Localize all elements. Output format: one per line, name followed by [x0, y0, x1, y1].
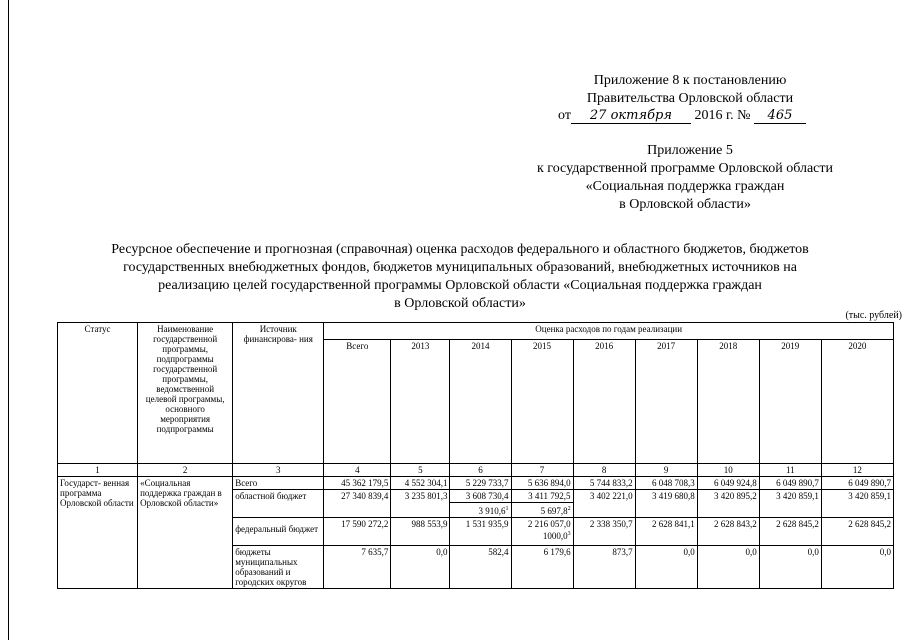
main-value: 3 608 730,4: [465, 491, 509, 501]
source-cell: бюджеты муниципальных образований и городских округов: [233, 546, 324, 589]
appendix8-line2: Правительства Орловской области: [586, 91, 794, 106]
title-line3: реализацию целей государственной программы Орловской области «Социальная поддержка граждан: [158, 278, 762, 293]
year-header: 2018: [697, 340, 759, 464]
column-number: 12: [821, 464, 893, 477]
sub-value: 1000,0$^3$: [542, 531, 571, 541]
value-cell: 1 531 935,9: [450, 518, 511, 546]
appendix5-line1: Приложение 5: [647, 143, 733, 158]
handwritten-date: 27 октября: [571, 108, 691, 124]
year-header: 2019: [759, 340, 821, 464]
header-row: [58, 323, 894, 340]
units-label: (тыс. рублей): [845, 310, 902, 321]
value-cell: 7 635,7: [324, 546, 391, 589]
title-line1: Ресурсное обеспечение и прогнозная (справочная) оценка расходов федерального и областного бюджетов, бюджетов: [111, 242, 809, 257]
year-header: 2017: [635, 340, 697, 464]
column-number: 3: [233, 464, 324, 477]
value-cell: 2 338 350,7: [573, 518, 635, 546]
year-header: 2014: [450, 340, 511, 464]
value-cell: 3 420 895,2: [697, 490, 759, 518]
appendix8-line1: Приложение 8 к постановлению: [593, 73, 787, 88]
table-row: [58, 477, 894, 490]
value-cell: 2 628 841,1: [635, 518, 697, 546]
year-header: 2016: [573, 340, 635, 464]
column-number: 11: [759, 464, 821, 477]
footnote-mark: 3: [567, 531, 571, 537]
column-number: 9: [635, 464, 697, 477]
column-number: 2: [138, 464, 233, 477]
value-cell: 2 628 845,2: [821, 518, 893, 546]
column-number: 4: [324, 464, 391, 477]
budget-table: [57, 322, 894, 589]
year-header: 2020: [821, 340, 893, 464]
column-number: 5: [391, 464, 450, 477]
value-cell: 17 590 272,2: [324, 518, 391, 546]
value-cell: 6 049 924,8: [697, 477, 759, 490]
header-source: Источник финансирова- ния: [233, 323, 324, 464]
value-cell: 45 362 179,5: [324, 477, 391, 490]
value-cell: 0,0: [635, 546, 697, 589]
column-number-row: [58, 464, 894, 477]
footnote-mark: 2: [567, 506, 571, 512]
value-cell: 0,0: [391, 546, 450, 589]
value-cell: 0,0: [821, 546, 893, 589]
value-cell: 6 179,6: [511, 546, 573, 589]
appendix5-line3: «Социальная поддержка граждан: [585, 179, 785, 194]
column-number: 7: [511, 464, 573, 477]
source-cell: Всего: [233, 477, 324, 490]
value-cell: 3 402 221,0: [573, 490, 635, 518]
status-cell: Государст- венная программа Орловской области: [58, 477, 138, 589]
value-cell: 2 628 843,2: [697, 518, 759, 546]
sub-value: 5 697,8$^2$: [512, 502, 573, 516]
value-cell: 3 235 801,3: [391, 490, 450, 518]
value-cell: 3 420 859,1: [759, 490, 821, 518]
document-title: [60, 241, 860, 313]
value-cell: 3 420 859,1: [821, 490, 893, 518]
title-line4: в Орловской области»: [394, 296, 526, 311]
date-year: 2016 г. №: [694, 108, 751, 123]
header-status: Статус: [58, 323, 138, 464]
source-cell: областной бюджет: [233, 490, 324, 518]
appendix8-date-line: [558, 107, 818, 125]
value-cell: 582,4: [450, 546, 511, 589]
value-cell: 6 049 890,7: [759, 477, 821, 490]
value-cell: 6 048 708,3: [635, 477, 697, 490]
year-header: Всего: [324, 340, 391, 464]
value-cell: 2 628 845,2: [759, 518, 821, 546]
value-cell: 4 552 304,1: [391, 477, 450, 490]
year-header: 2013: [391, 340, 450, 464]
value-cell: [450, 490, 511, 518]
source-cell: федеральный бюджет: [233, 518, 324, 546]
appendix5-line4: в Орловской области»: [619, 197, 751, 212]
column-number: 8: [573, 464, 635, 477]
date-prefix: от: [558, 108, 571, 123]
program-name-cell: «Социальная поддержка граждан в Орловской области»: [138, 477, 233, 589]
value-cell: 988 553,9: [391, 518, 450, 546]
appendix5-line2: к государственной программе Орловской области: [537, 161, 833, 176]
sub-value: 3 910,6$^1$: [450, 502, 510, 516]
value-cell: 5 744 833,2: [573, 477, 635, 490]
value-cell: 0,0: [697, 546, 759, 589]
value-cell: 5 229 733,7: [450, 477, 511, 490]
column-number: 10: [697, 464, 759, 477]
value-cell: 0,0: [759, 546, 821, 589]
value-cell: 873,7: [573, 546, 635, 589]
main-value: 3 411 792,5: [528, 491, 571, 501]
value-cell: 3 419 680,8: [635, 490, 697, 518]
value-cell: 6 049 890,7: [821, 477, 893, 490]
value-cell: [511, 518, 573, 546]
value-cell: 5 636 894,0: [511, 477, 573, 490]
main-value: 2 216 057,0: [527, 519, 571, 529]
left-margin-rule: [8, 0, 9, 640]
value-cell: [511, 490, 573, 518]
year-header: 2015: [511, 340, 573, 464]
handwritten-number: 465: [754, 108, 806, 124]
header-estimate: Оценка расходов по годам реализации: [324, 323, 894, 340]
header-name: Наименование государственной программы, подпрограммы государственной программы, ведомственной целевой программы, основного мероприятия подпрограммы: [138, 323, 233, 464]
value-cell: 27 340 839,4: [324, 490, 391, 518]
title-line2: государственных внебюджетных фондов, бюджетов муниципальных образований, внебюджетных источников на: [123, 260, 797, 275]
column-number: 6: [450, 464, 511, 477]
footnote-mark: 1: [505, 506, 509, 512]
column-number: 1: [58, 464, 138, 477]
